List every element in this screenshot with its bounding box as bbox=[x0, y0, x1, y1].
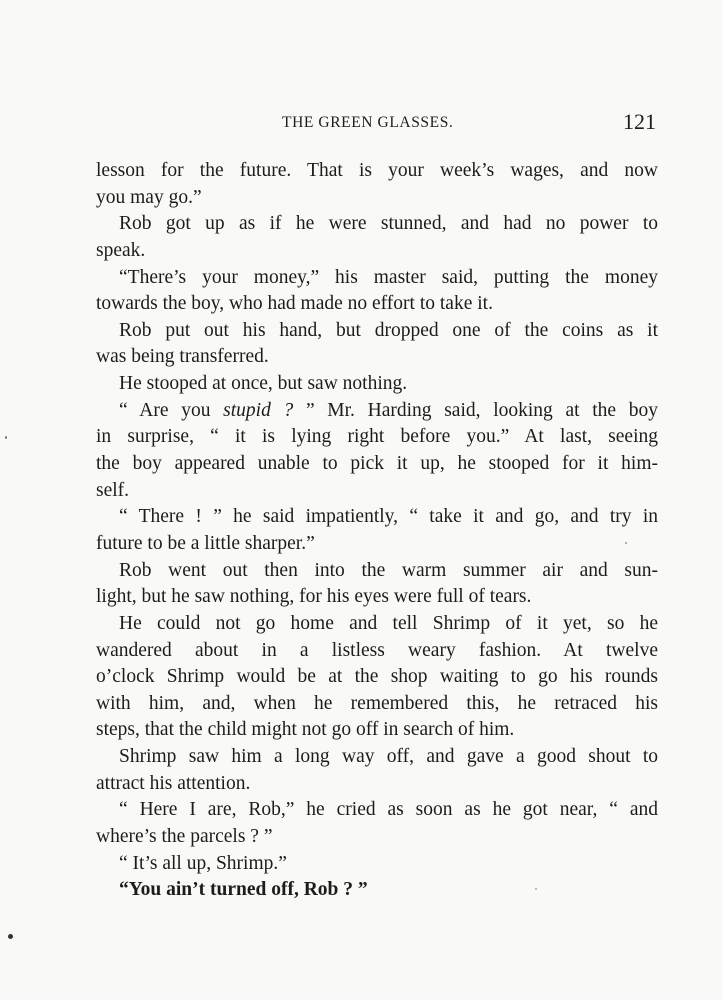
text-line: speak. bbox=[96, 239, 146, 261]
text-line: towards the boy, who had made no effort to take it. bbox=[96, 293, 493, 315]
page-number: 121 bbox=[623, 109, 656, 134]
text-line: “There’s your money,” his master said, putting the money bbox=[119, 266, 658, 288]
emphasis-text: stupid ? bbox=[223, 399, 294, 421]
body-text bbox=[96, 158, 658, 904]
text-line: “ Are you stupid ? ” Mr. Harding said, looking at the boy bbox=[119, 399, 658, 421]
text-line: wandered about in a listless weary fashion. At twelve bbox=[96, 639, 658, 661]
text-line: lesson for the future. That is your week’s wages, and now bbox=[96, 160, 658, 181]
text-line: steps, that the child might not go off in search of him. bbox=[96, 719, 515, 741]
text-line: attract his attention. bbox=[96, 772, 251, 794]
text-line: He stooped at once, but saw nothing. bbox=[119, 373, 408, 395]
text-line: light, but he saw nothing, for his eyes were full of tears. bbox=[96, 586, 532, 608]
text-line: where’s the parcels ? ” bbox=[96, 826, 273, 848]
ink-speck bbox=[5, 436, 7, 439]
text-line: was being transferred. bbox=[96, 346, 269, 368]
text-line: future to be a little sharper.” bbox=[96, 532, 315, 554]
text-line: “You ain’t turned off, Rob ? ” bbox=[119, 879, 368, 901]
text-line: “ There ! ” he said impatiently, “ take it and go, and try in bbox=[119, 506, 658, 528]
text-line: Shrimp saw him a long way off, and gave a good shout to bbox=[119, 746, 658, 768]
ink-speck bbox=[625, 542, 627, 544]
ink-speck bbox=[535, 888, 537, 890]
text-line: Rob got up as if he were stunned, and had no power to bbox=[119, 213, 658, 235]
text-line: the boy appeared unable to pick it up, he stooped for it him- bbox=[96, 453, 658, 475]
text-line: He could not go home and tell Shrimp of it yet, so he bbox=[119, 612, 658, 634]
running-head-title: THE GREEN GLASSES. bbox=[282, 114, 454, 131]
text-line: self. bbox=[96, 479, 130, 501]
text-line: with him, and, when he remembered this, he retraced his bbox=[96, 692, 658, 714]
running-head bbox=[96, 109, 658, 142]
text-line: Rob put out his hand, but dropped one of the coins as it bbox=[119, 319, 658, 341]
text-line: “ It’s all up, Shrimp.” bbox=[119, 852, 287, 874]
text-line: in surprise, “ it is lying right before you.” At last, seeing bbox=[96, 426, 658, 448]
text-line: “ Here I are, Rob,” he cried as soon as he got near, “ and bbox=[119, 799, 658, 821]
text-line: Rob went out then into the warm summer air and sun- bbox=[119, 559, 658, 581]
text-line: o’clock Shrimp would be at the shop waiting to go his rounds bbox=[96, 666, 658, 688]
ink-speck bbox=[8, 934, 13, 939]
text-line: you may go.” bbox=[96, 186, 202, 208]
